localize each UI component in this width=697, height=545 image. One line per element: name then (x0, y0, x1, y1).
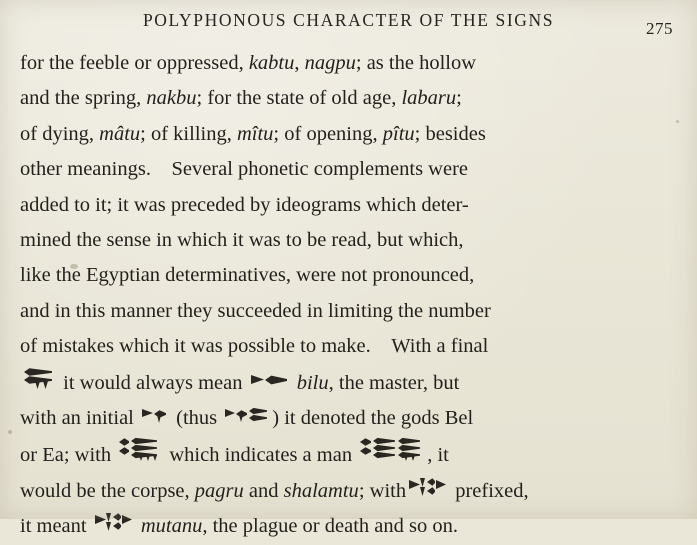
cuneiform-glyph (409, 475, 447, 499)
cuneiform-glyph (360, 436, 424, 463)
text-run: ; for the state of old age, (196, 87, 402, 110)
paper-speck (8, 430, 12, 434)
text-run: ; with (358, 479, 407, 502)
text-run: it meant (20, 515, 92, 538)
text-run: and (243, 479, 284, 502)
text-run: for the feeble or oppressed, (20, 52, 249, 74)
text-line (20, 401, 677, 436)
cuneiform-glyph (142, 404, 168, 426)
text-run: with an initial (20, 407, 139, 430)
text-run: which indicates a man (164, 444, 358, 467)
italic-term: nakbu (146, 87, 197, 110)
italic-term: labaru (401, 87, 457, 110)
paragraph (20, 46, 677, 545)
running-head: POLYPHONOUS CHARACTER OF THE SIGNS (142, 10, 555, 30)
text-run: (thus (171, 407, 223, 430)
text-line (20, 436, 677, 473)
italic-term: nagpu (304, 52, 356, 74)
text-run: mined the sense in which it was to be read, but which, (20, 229, 464, 252)
text-run: other meanings. Several phonetic complements were (20, 158, 469, 181)
text-line (20, 365, 677, 401)
text-run: prefixed, (450, 479, 529, 502)
italic-term: bilu (296, 371, 329, 394)
text-run: ; as the hollow (355, 52, 477, 74)
italic-term: kabtu (248, 52, 295, 74)
italic-term: mâtu (99, 122, 141, 145)
cuneiform-glyph (119, 436, 161, 463)
cuneiform-glyph (23, 365, 55, 391)
text-run: , (294, 52, 305, 74)
text-line (20, 117, 677, 152)
cuneiform-glyph (95, 510, 133, 534)
text-line (20, 223, 677, 258)
text-run: , the plague or death and so on. (202, 515, 458, 538)
text-line (20, 46, 677, 81)
page-header (22, 10, 675, 40)
text-run: , it (427, 444, 449, 467)
text-run: and in this manner they succeeded in limiting the number (20, 299, 491, 322)
text-run: added to it; it was preceded by ideograms which deter- (20, 193, 469, 216)
text-run: like the Egyptian determinatives, were not pronounced, (20, 264, 475, 287)
text-line (20, 188, 677, 223)
text-run: and the spring, (20, 87, 147, 110)
text-line (20, 258, 677, 293)
text-run: it would always mean (58, 371, 248, 394)
italic-term: mîtu (236, 122, 274, 145)
text-run: of mistakes which it was possible to make. With a final (20, 335, 489, 358)
italic-term: pagru (194, 479, 244, 502)
text-run: ; (456, 87, 462, 110)
text-run: or Ea; with (20, 444, 117, 467)
body-text (20, 46, 677, 545)
text-line (20, 329, 677, 364)
text-line (20, 294, 677, 329)
text-run: would be the corpse, (20, 479, 195, 502)
italic-term: mutanu (140, 515, 203, 538)
text-line (20, 509, 677, 544)
text-run: ) it denoted the gods Bel (272, 407, 474, 430)
text-run: , the master, but (328, 371, 460, 394)
cuneiform-glyph (225, 404, 269, 426)
text-run: ; of killing, (140, 122, 237, 145)
italic-term: shalamtu (283, 479, 359, 502)
italic-term: pîtu (382, 122, 415, 145)
text-line (20, 152, 677, 187)
page-number: 275 (646, 19, 673, 38)
text-run: ; besides (414, 122, 486, 145)
text-run: of dying, (20, 122, 100, 145)
text-line (20, 81, 677, 116)
cuneiform-glyph (251, 369, 289, 391)
text-run: ; of opening, (273, 122, 383, 145)
text-line (20, 474, 677, 509)
